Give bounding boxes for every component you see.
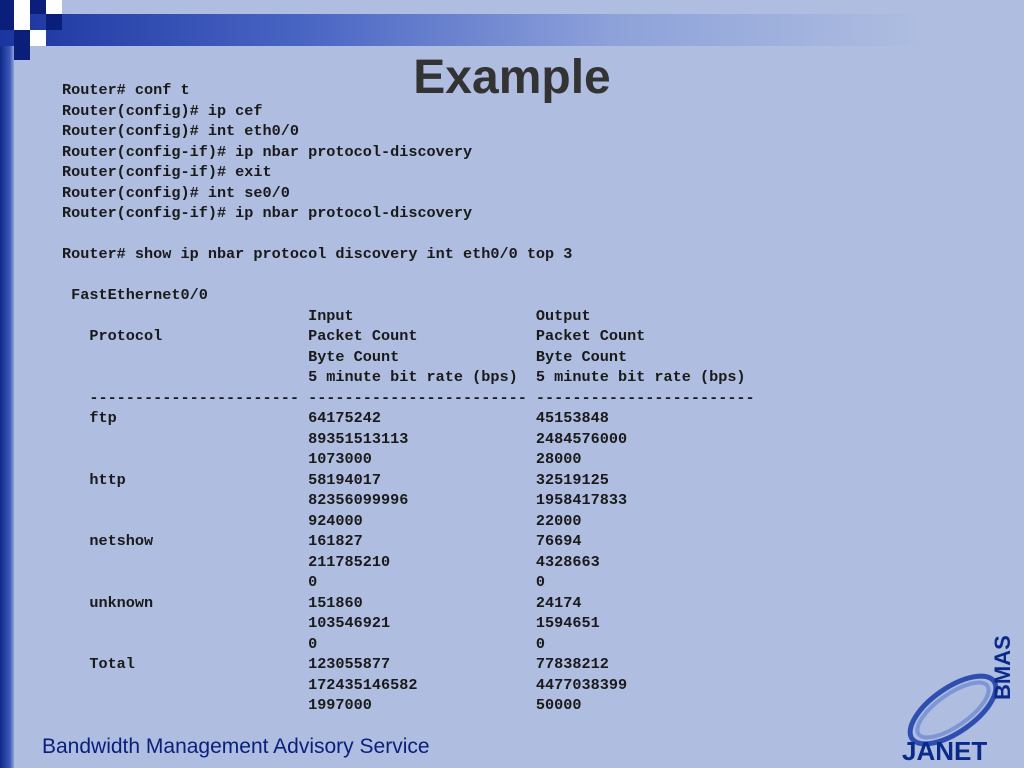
cli-line: Total 123055877 77838212 bbox=[62, 655, 609, 673]
cli-line: Protocol Packet Count Packet Count bbox=[62, 327, 646, 345]
cli-line: Router(config-if)# ip nbar protocol-discovery bbox=[62, 204, 473, 222]
cli-line: 5 minute bit rate (bps) 5 minute bit rate (bps) bbox=[62, 368, 746, 386]
cli-line: unknown 151860 24174 bbox=[62, 593, 582, 612]
cli-line: 1073000 28000 bbox=[62, 450, 582, 468]
cli-line: Byte Count Byte Count bbox=[62, 347, 628, 366]
cli-line: 924000 22000 bbox=[62, 511, 582, 530]
left-accent-bar bbox=[0, 0, 14, 768]
cli-line: Router(config-if)# exit bbox=[62, 163, 272, 181]
cli-line: 82356099996 1958417833 bbox=[62, 491, 628, 509]
cli-line: Router# show ip nbar protocol discovery int eth0/0 top 3 bbox=[62, 245, 573, 263]
logo-bmas-text: BMAS bbox=[990, 635, 1015, 700]
cli-line: Router# conf t bbox=[62, 81, 190, 99]
cli-line: 103546921 1594651 bbox=[62, 614, 600, 632]
cli-line: Router(config)# ip cef bbox=[62, 101, 263, 120]
logo-janet-text: JANET bbox=[902, 736, 988, 766]
slide-title: Example bbox=[413, 51, 611, 104]
cli-line: 0 0 bbox=[62, 634, 546, 653]
cli-line: 1997000 50000 bbox=[62, 696, 582, 714]
cli-line: 211785210 4328663 bbox=[62, 552, 600, 571]
cli-line: netshow 161827 76694 bbox=[62, 532, 582, 550]
cli-line: Input Output bbox=[62, 306, 591, 325]
cli-line: Router(config)# int se0/0 bbox=[62, 183, 290, 202]
cli-line: 89351513113 2484576000 bbox=[62, 429, 628, 448]
cli-line: 172435146582 4477038399 bbox=[62, 675, 628, 694]
cli-line: FastEthernet0/0 bbox=[62, 286, 208, 304]
cli-line: ----------------------- ------------------------ ------------------------ bbox=[62, 388, 755, 407]
cli-line: http 58194017 32519125 bbox=[62, 470, 609, 489]
cli-line: ftp 64175242 45153848 bbox=[62, 409, 609, 427]
footer-service-name: Bandwidth Management Advisory Service bbox=[42, 735, 430, 758]
cli-line: Router(config-if)# ip nbar protocol-discovery bbox=[62, 142, 473, 161]
top-accent-band bbox=[0, 14, 1024, 46]
cli-line: 0 0 bbox=[62, 573, 546, 591]
cli-line: Router(config)# int eth0/0 bbox=[62, 122, 299, 140]
cli-output-block bbox=[62, 80, 755, 716]
